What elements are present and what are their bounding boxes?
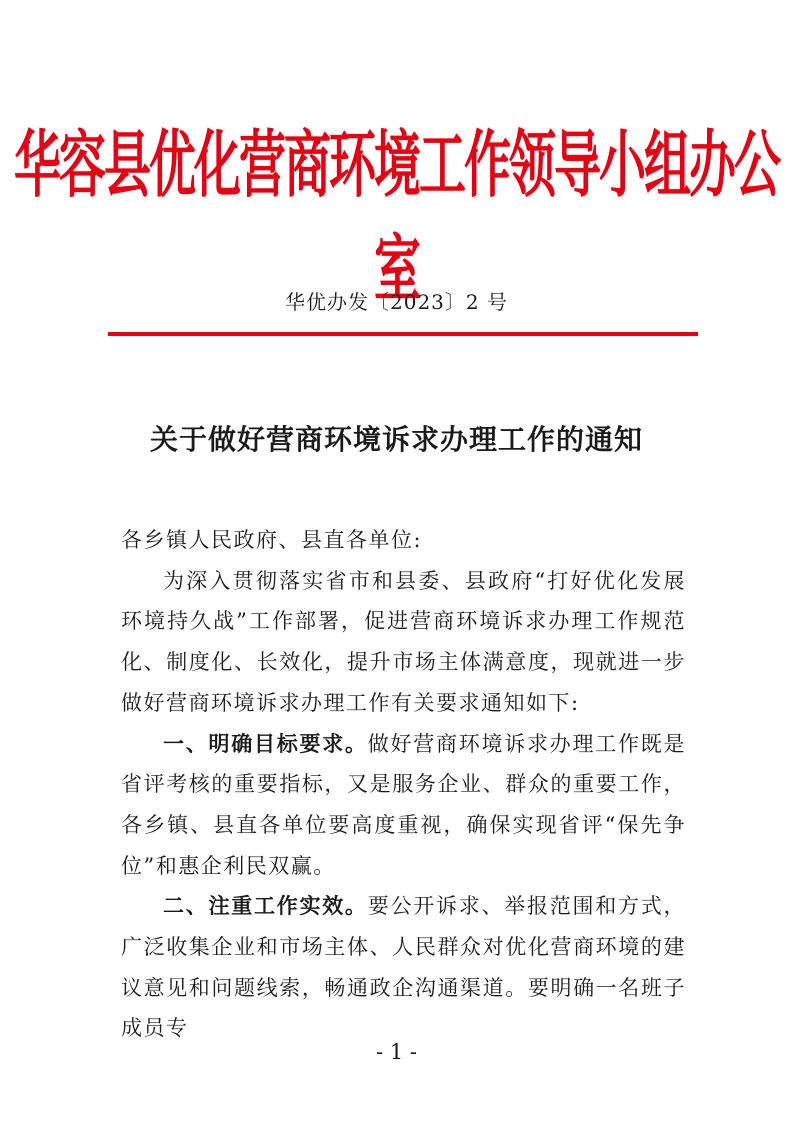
section-paragraph [121, 886, 686, 1049]
issuer-title: 华容县优化营商环境工作领导小组办公室 [14, 123, 779, 313]
section-heading: 一、明确目标要求。 [163, 730, 368, 756]
page-number: - 1 - [376, 1040, 417, 1064]
section-text: 做好营商环境诉求办理工作既是省评考核的重要指标，又是服务企业、群众的重要工作，各乡镇、县直各单位要高度重视，确保实现省评“保先争位”和惠企利民双赢。 [121, 731, 686, 878]
section-heading: 二、注重工作实效。 [163, 893, 368, 919]
intro-paragraph: 为深入贯彻落实省市和县委、县政府“打好优化发展环境持久战”工作部署，促进营商环境诉求办理工作规范化、制度化、长效化，提升市场主体满意度，现就进一步做好营商环境诉求办理工作有关要求通知如下: [121, 568, 686, 715]
red-divider-line [108, 332, 698, 336]
document-number: 华优办发〔2023〕2 号 [285, 290, 508, 314]
document-body [121, 520, 686, 1049]
document-title: 关于做好营商环境诉求办理工作的通知 [149, 423, 643, 456]
salutation: 各乡镇人民政府、县直各单位: [121, 528, 423, 552]
section-text: 要公开诉求、举报范围和方式，广泛收集企业和市场主体、人民群众对优化营商环境的建议意见和问题线索，畅通政企沟通渠道。要明确一名班子成员专 [121, 894, 686, 1041]
section-paragraph [121, 724, 686, 887]
